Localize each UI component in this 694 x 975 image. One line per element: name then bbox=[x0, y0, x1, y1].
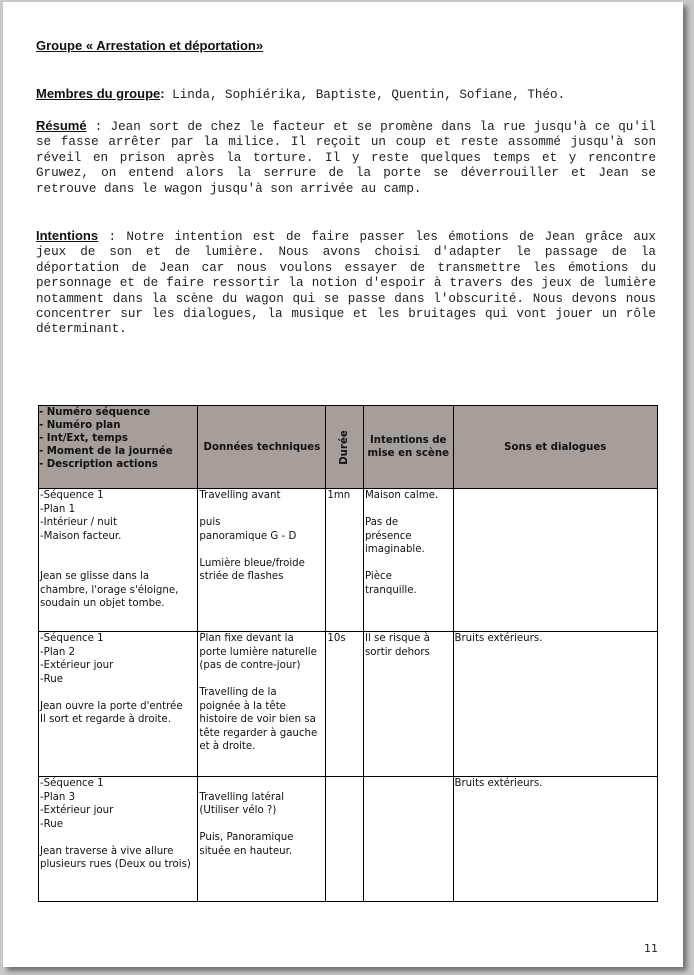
cell-line: -Plan 2 bbox=[40, 646, 76, 658]
cell-line: -Séquence 1 bbox=[40, 633, 104, 644]
intentions-text: Notre intention est de faire passer les émotions de Jean grâce aux jeux de son et de lumière. Nous avons choisi d'adapter le passage de la déportation de Jean car nous voulons essayer de transmettre les émotions du personnage et de faire ressortir la notion d'espoir à travers des jeux de lumière notamment dans la scène du wagon qui se passe dans l'obscurité. Nous devons nous concentrer sur les dialogues, la musique et les bruitages qui vont jouer un rôle déterminant. bbox=[36, 230, 656, 337]
cell-line: Maison calme. bbox=[364, 490, 439, 501]
scene-table bbox=[38, 405, 658, 902]
cell-spacer bbox=[199, 777, 324, 791]
table-cell bbox=[39, 632, 198, 777]
cell-line: tête regarder à gauche bbox=[199, 727, 318, 739]
header-line: - Moment de la journée bbox=[39, 446, 173, 457]
cell-line: Travelling de la bbox=[199, 687, 277, 698]
cell-line: 10s bbox=[327, 633, 346, 644]
cell-spacer bbox=[365, 503, 452, 517]
cell-line: Bruits extérieurs. bbox=[454, 778, 543, 789]
cell-line: Jean se glisse dans la bbox=[40, 571, 150, 582]
resume-text: Jean sort de chez le facteur et se promène dans la rue jusqu'à ce qu'il se fasse arrêter par la milice. Il reçoit un coup et reste assommé jusqu'à son réveil en prison après la torture. Il y reste quelques temps et y rencontre Gruwez, on entend alors la serrure de la porte se déverrouiller et Jean se retrouve dans le wagon jusqu'à son arrivée au camp. bbox=[36, 120, 656, 196]
cell-line: plusieurs rues (Deux ou trois) bbox=[40, 859, 191, 870]
table-row bbox=[39, 632, 658, 777]
resume-separator: : bbox=[86, 120, 111, 134]
header-line: - Numéro séquence bbox=[39, 407, 151, 418]
cell-line: chambre, l'orage s'éloigne, bbox=[40, 584, 179, 596]
cell-line: porte lumière naturelle bbox=[199, 646, 317, 658]
document-title: Groupe « Arrestation et déportation» bbox=[36, 38, 264, 53]
cell-line: -Extérieur jour bbox=[40, 660, 114, 671]
cell-line: située en hauteur. bbox=[199, 845, 293, 857]
cell-line: -Rue bbox=[40, 673, 64, 685]
members-separator: : bbox=[160, 86, 165, 101]
table-cell bbox=[198, 489, 326, 632]
members-paragraph bbox=[36, 86, 565, 103]
cell-line: Pièce bbox=[364, 571, 392, 582]
cell-line: et à droite. bbox=[199, 741, 256, 752]
cell-line: -Séquence 1 bbox=[40, 778, 104, 789]
resume-paragraph bbox=[36, 118, 656, 197]
cell-line: Bruits extérieurs. bbox=[454, 633, 543, 644]
intentions-label: Intentions bbox=[36, 228, 99, 243]
cell-line: -Séquence 1 bbox=[40, 490, 104, 501]
resume-label: Résumé bbox=[36, 118, 87, 133]
header-sequence-info bbox=[39, 406, 198, 489]
header-technical-data: Données techniques bbox=[198, 406, 326, 489]
header-line: mise en scène bbox=[367, 448, 449, 459]
document-content bbox=[36, 38, 656, 337]
cell-line: Travelling avant bbox=[199, 490, 281, 501]
header-line: - Description actions bbox=[39, 459, 158, 470]
cell-line: -Maison facteur. bbox=[40, 530, 122, 542]
cell-line: (pas de contre-jour) bbox=[199, 660, 301, 671]
members-value: Linda, Sophiérika, Baptiste, Quentin, Sofiane, Théo. bbox=[164, 88, 566, 102]
cell-spacer bbox=[40, 557, 196, 571]
header-duration bbox=[326, 406, 364, 489]
table-cell bbox=[198, 632, 326, 777]
cell-spacer bbox=[40, 686, 196, 700]
cell-line: Travelling latéral bbox=[199, 791, 285, 803]
table-row bbox=[39, 777, 658, 902]
table-row bbox=[39, 489, 658, 632]
cell-line: imaginable. bbox=[364, 544, 425, 555]
cell-line: Il se risque à bbox=[364, 633, 430, 644]
table-cell bbox=[326, 777, 364, 902]
table-cell bbox=[363, 777, 453, 902]
cell-line: (Utiliser vélo ?) bbox=[199, 805, 277, 816]
header-line: - Int/Ext, temps bbox=[39, 433, 128, 444]
cell-line: -Rue bbox=[40, 818, 64, 830]
cell-spacer bbox=[199, 543, 324, 557]
document-page bbox=[3, 2, 683, 967]
table-cell bbox=[363, 489, 453, 632]
duration-label: Durée bbox=[339, 429, 351, 465]
intentions-separator: : bbox=[98, 230, 127, 244]
cell-line: puis bbox=[199, 517, 221, 528]
cell-line: présence bbox=[364, 530, 412, 542]
header-sounds-dialogues: Sons et dialogues bbox=[453, 406, 658, 489]
intentions-paragraph bbox=[36, 228, 656, 338]
cell-line: Pas de bbox=[364, 517, 399, 528]
cell-spacer bbox=[40, 543, 196, 557]
cell-line: -Intérieur / nuit bbox=[40, 517, 117, 528]
cell-line: Plan fixe devant la bbox=[199, 633, 294, 644]
table-cell bbox=[326, 632, 364, 777]
table-cell bbox=[326, 489, 364, 632]
cell-line: Puis, Panoramique bbox=[199, 832, 294, 843]
table-cell bbox=[39, 489, 198, 632]
header-staging-intentions bbox=[363, 406, 453, 489]
cell-line: histoire de voir bien sa bbox=[199, 714, 316, 725]
cell-line: panoramique G - D bbox=[199, 530, 297, 542]
table-cell bbox=[453, 777, 658, 902]
table-cell bbox=[39, 777, 198, 902]
cell-line: Jean ouvre la porte d'entrée bbox=[40, 700, 183, 712]
cell-line: -Extérieur jour bbox=[40, 805, 114, 816]
cell-line: poignée à la tête bbox=[199, 700, 286, 712]
cell-line: sortir dehors bbox=[364, 646, 430, 658]
header-line: Intentions de bbox=[369, 435, 447, 446]
cell-line: tranquille. bbox=[364, 584, 417, 596]
cell-spacer bbox=[199, 503, 324, 517]
cell-line: soudain un objet tombe. bbox=[40, 598, 165, 609]
table-cell bbox=[453, 632, 658, 777]
table-cell bbox=[363, 632, 453, 777]
table-cell bbox=[453, 489, 658, 632]
cell-line: striée de flashes bbox=[199, 571, 284, 582]
cell-spacer bbox=[40, 831, 196, 845]
cell-spacer bbox=[199, 673, 324, 687]
cell-spacer bbox=[199, 818, 324, 832]
cell-line: Jean traverse à vive allure bbox=[40, 845, 174, 857]
cell-spacer bbox=[365, 557, 452, 571]
table-cell bbox=[198, 777, 326, 902]
cell-line: -Plan 1 bbox=[40, 503, 76, 515]
header-line: - Numéro plan bbox=[39, 420, 121, 431]
members-label: Membres du groupe bbox=[36, 86, 161, 101]
cell-line: Lumière bleue/froide bbox=[199, 557, 305, 569]
cell-line: -Plan 3 bbox=[40, 791, 76, 803]
table-header-row bbox=[39, 406, 658, 489]
page-number: 11 bbox=[644, 942, 658, 955]
cell-line: Il sort et regarde à droite. bbox=[40, 714, 171, 725]
cell-line: 1mn bbox=[327, 490, 351, 501]
